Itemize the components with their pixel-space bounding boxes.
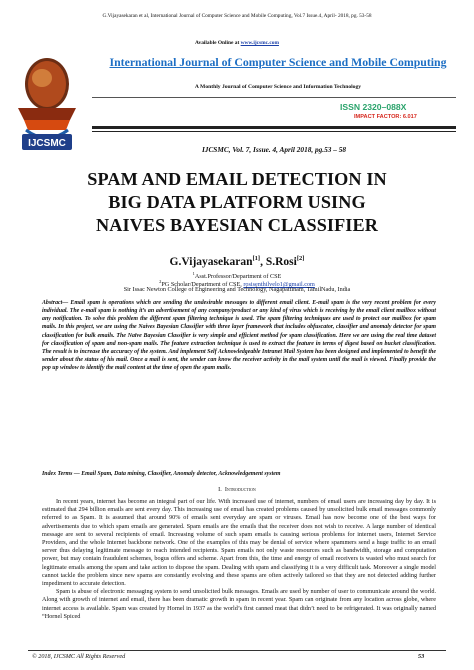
author-2: S.Rosi: [265, 255, 297, 268]
author-2-ref: [2]: [296, 255, 305, 262]
paper-title: [20, 168, 454, 237]
section-number: I.: [218, 486, 222, 493]
journal-website-link[interactable]: www.ijcsmc.com: [240, 40, 279, 46]
author-list: [0, 255, 474, 268]
available-online-label: Available Online at: [195, 40, 241, 46]
affiliation-1-text: Asst.Professor/Department of CSE: [194, 273, 282, 281]
journal-subtitle: A Monthly Journal of Computer Science and Information Technology: [194, 84, 362, 90]
logo-text: IJCSMC: [28, 138, 66, 149]
author-1-ref: [1]: [252, 255, 261, 262]
section-heading: [0, 486, 474, 493]
author-email-link[interactable]: rosisenthilvelo1@gmail.com: [243, 281, 315, 289]
title-line-3: NAIVES BAYESIAN CLASSIFIER: [96, 215, 378, 235]
author-separator: ,: [260, 255, 266, 268]
affiliation-2-text: PG Scholar/Department of CSE,: [161, 281, 244, 289]
introduction-body: [42, 498, 436, 621]
page-number: 53: [418, 653, 425, 660]
author-1: G.Vijayasekaran: [169, 255, 253, 268]
ijcsmc-logo: [12, 56, 82, 160]
section-title: Introduction: [224, 486, 256, 493]
issn-number: ISSN 2320–088X: [340, 102, 407, 112]
journal-title: International Journal of Computer Science and Mobile Computing: [109, 55, 447, 69]
affiliation-1-mark: 1: [192, 271, 195, 276]
citation-line: IJCSMC, Vol. 7, Issue. 4, April 2018, pg.53 – 58: [201, 145, 347, 154]
available-online-line: [0, 40, 474, 46]
paragraph: In recent years, internet has become an integral part of our life. With increased use of internet, numbers of email users are increasing day by day. It is estimated that 294 billion emails are sent every day. This increasing use of email has created problems caused by unsolicited bulk email messages commonly referred to as Spam. It is assumed that around 90% of emails sent everyday are spam or viruses. Email has now become one of the best ways for advertisements due to which spam emails are generated. Spam emails are the emails that the receiver does not wish to receive. A large number of identical message are sent to several recipients of email. Increasing volume of such spam emails is causing serious problems for internet users, Internet Service Providers, and the whole Internet backbone network. One of the examples of this may be denial of service where spammers send a huge traffic to an email server thus delaying legitimate message to reach intended recipients. Spam emails not only waste resources such as bandwidth, storage and computation power, but may contain fraudulent schemes, bogus offers and scheme. Apart from this, the time and energy of email receivers is wasted who must search for legitimate emails among the spam and take action to dispose the spam. Dealing with spam and classifying it is a very difficult task. Moreover a single model cannot tackle the problem since new spams are constantly evolving and these spams are often actively tailored so that they are not detected adding further impediment to accurate detection.: [42, 498, 436, 588]
affiliation-2-mark: 2: [159, 279, 162, 284]
abstract: Abstract— Email spam is operations which are sending the undesirable messages to different email client. E-mail spam is the very recent problem for every individual. The e-mail spam is nothing it’s an advertisement of any company/product or any kind of virus which is receiving by the email client mailbox without any notification. To solve this problem the different spam filtering technique is used. The spam filtering techniques are used to protect our mailbox for spam mails. In this project, we are using the Naives Bayesian Classifier with three layer framework that includes obfuscator, classifier and anomaly detector for spam classification for bulk emails. The Naïve Bayesian Classifier is very simple and efficient method for spam classification. Here we are using the real time dataset for classification of spam and non-spam mails. The feature extraction technique is used to extract the feature in terms of digest based on bucket classification. The result is to increase the accuracy of the system. And implement Self Acknowledgeable Intranet Mail System has been designed and implemented to benefit the sender about the status of his mail. Once a mail is sent, the sender can know the receiver activity in the mail system until the mail is viewed. Finally provide the pop up window to identify the mail content at the time of open the spam mails.: [42, 300, 436, 372]
footer-divider: [28, 650, 446, 651]
subtitle-divider: [92, 97, 456, 98]
index-terms: Index Terms — Email Spam, Data mining, Classifier, Anomaly detector, Acknowledgement system: [42, 471, 281, 477]
title-line-2: BIG DATA PLATFORM USING: [108, 192, 366, 212]
header-divider-thin: [92, 131, 456, 132]
footer-copyright: © 2018, IJCSMC All Rights Reserved: [32, 653, 126, 660]
paragraph: Spam is abuse of electronic messaging system to send unsolicited bulk messages. Emails are used by number of user to communicate around the world. Along with growth of internet and email, there has been dramatic growth in spam in recent year. Spam can originate from any location across globe, where internet access is available. Spam was created by Hornel in 1937 as the world’s first canned meat that didn’t need to be refrigerated. It was originally named “Hornel Spiced: [42, 588, 436, 620]
header-divider-thick: [92, 126, 456, 129]
title-line-1: SPAM AND EMAIL DETECTION IN: [87, 169, 387, 189]
running-header: G.Vijayasekaran et al, International Journal of Computer Science and Mobile Computing, Vol.7 Issue.4, April- 2018, pg. 53-58: [102, 13, 372, 19]
impact-factor: IMPACT FACTOR: 6.017: [354, 114, 417, 120]
affiliation-3: Sir Issac Newton College of Engineering and Technology, Nagapattinam, TamilNadu, India: [123, 286, 351, 293]
